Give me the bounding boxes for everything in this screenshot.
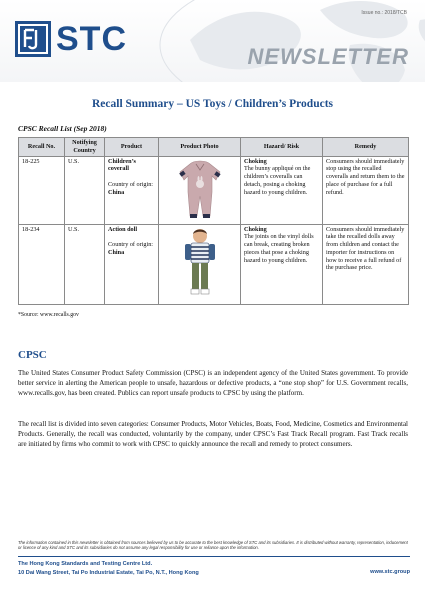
header-hazard-risk: Hazard/ Risk xyxy=(241,138,323,157)
header-recall-no: Recall No. xyxy=(19,138,65,157)
footer xyxy=(18,560,410,578)
header-product: Product xyxy=(105,138,159,157)
product-photo-cell xyxy=(159,156,241,224)
footer-company: The Hong Kong Standards and Testing Centre Ltd. xyxy=(18,561,153,567)
footer-address: 10 Dai Wang Street, Tai Po Industrial Estate, Tai Po, N.T., Hong Kong xyxy=(18,569,199,576)
country-cell: U.S. xyxy=(65,224,105,304)
paragraph-recall-categories: The recall list is divided into seven categories: Consumer Products, Motor Vehicles, Boats, Food, Medicine, Cosmetics and Environmental Products. Generally, the recall was conducted, voluntarily by the company, under CPSC’s Fast Track Recall program. Fast Track recalls are initiated by firms who commit to work with CPSC to quickly announce the recall and remedy to protect consumers. xyxy=(18,420,408,448)
section-heading-cpsc: CPSC xyxy=(18,349,47,361)
table-row xyxy=(19,224,409,304)
hazard-title: Choking xyxy=(244,157,267,165)
recall-no-cell: 18-225 xyxy=(19,156,65,224)
logo-text: STC xyxy=(56,20,127,58)
hazard-cell xyxy=(241,224,323,304)
country-cell: U.S. xyxy=(65,156,105,224)
hazard-description: The bunny appliqué on the children’s coveralls can detach, posing a choking hazard to young children. xyxy=(244,165,311,196)
stc-logo xyxy=(14,20,127,58)
paragraph-cpsc-intro: The United States Consumer Product Safety Commission (CPSC) is an independent agency of the United States government. To provide better service in alerting the American people to unsafe, hazardous or defective products, a “one stop shop” for U.S. Government recalls, www.recalls.gov, has been created. Publics can report unsafe products to CPSC by using the platform. xyxy=(18,369,408,397)
footer-divider xyxy=(18,556,410,557)
table-row xyxy=(19,156,409,224)
product-name: Children’s coverall xyxy=(108,157,136,173)
action-doll-photo xyxy=(180,226,220,298)
origin-label: Country of origin: xyxy=(108,181,154,188)
hazard-title: Choking xyxy=(244,225,267,233)
product-cell xyxy=(105,156,159,224)
product-name: Action doll xyxy=(108,225,138,233)
page-title: Recall Summary – US Toys / Children’s Products xyxy=(92,98,333,110)
table-caption: CPSC Recall List (Sep 2018) xyxy=(18,124,107,133)
header-notifying-country: Notifying Country xyxy=(65,138,105,157)
header-product-photo: Product Photo xyxy=(159,138,241,157)
header xyxy=(0,0,425,82)
newsletter-banner: NEWSLETTER xyxy=(247,44,409,69)
origin-label: Country of origin: xyxy=(108,241,154,249)
disclaimer: The information contained in this newsletter is obtained from sources believed by us to be accurate to the best knowledge of STC and its subsidiaries. It is distributed without warranty, representation, inducement or licence of any kind and STC and its subsidiaries do not assume any legal responsibility for use or reliance upon the information. xyxy=(18,540,408,551)
hazard-description: The joints on the vinyl dolls can break, creating broken pieces that pose a choking hazard to young children. xyxy=(244,233,314,264)
product-cell xyxy=(105,224,159,304)
issue-number: Issue no.: 2018/TCB xyxy=(361,10,407,16)
origin-value: China xyxy=(108,249,125,256)
recall-no-cell: 18-234 xyxy=(19,224,65,304)
hazard-cell xyxy=(241,156,323,224)
product-photo-cell xyxy=(159,224,241,304)
origin-value: China xyxy=(108,188,125,196)
stc-logo-mark-icon xyxy=(14,20,52,58)
recall-table xyxy=(18,137,409,305)
coverall-photo xyxy=(172,158,228,220)
source-note: *Source: www.recalls.gov xyxy=(18,312,79,318)
header-remedy: Remedy xyxy=(323,138,409,157)
footer-website-link[interactable]: www.stc.group xyxy=(370,569,410,575)
table-header-row xyxy=(19,138,409,157)
remedy-cell: Consumers should immediately take the recalled dolls away from children and contact the importer for instructions on how to receive a full refund of the purchase price. xyxy=(323,224,409,304)
remedy-cell: Consumers should immediately stop using the recalled coveralls and return them to the place of purchase for a full refund. xyxy=(323,156,409,224)
